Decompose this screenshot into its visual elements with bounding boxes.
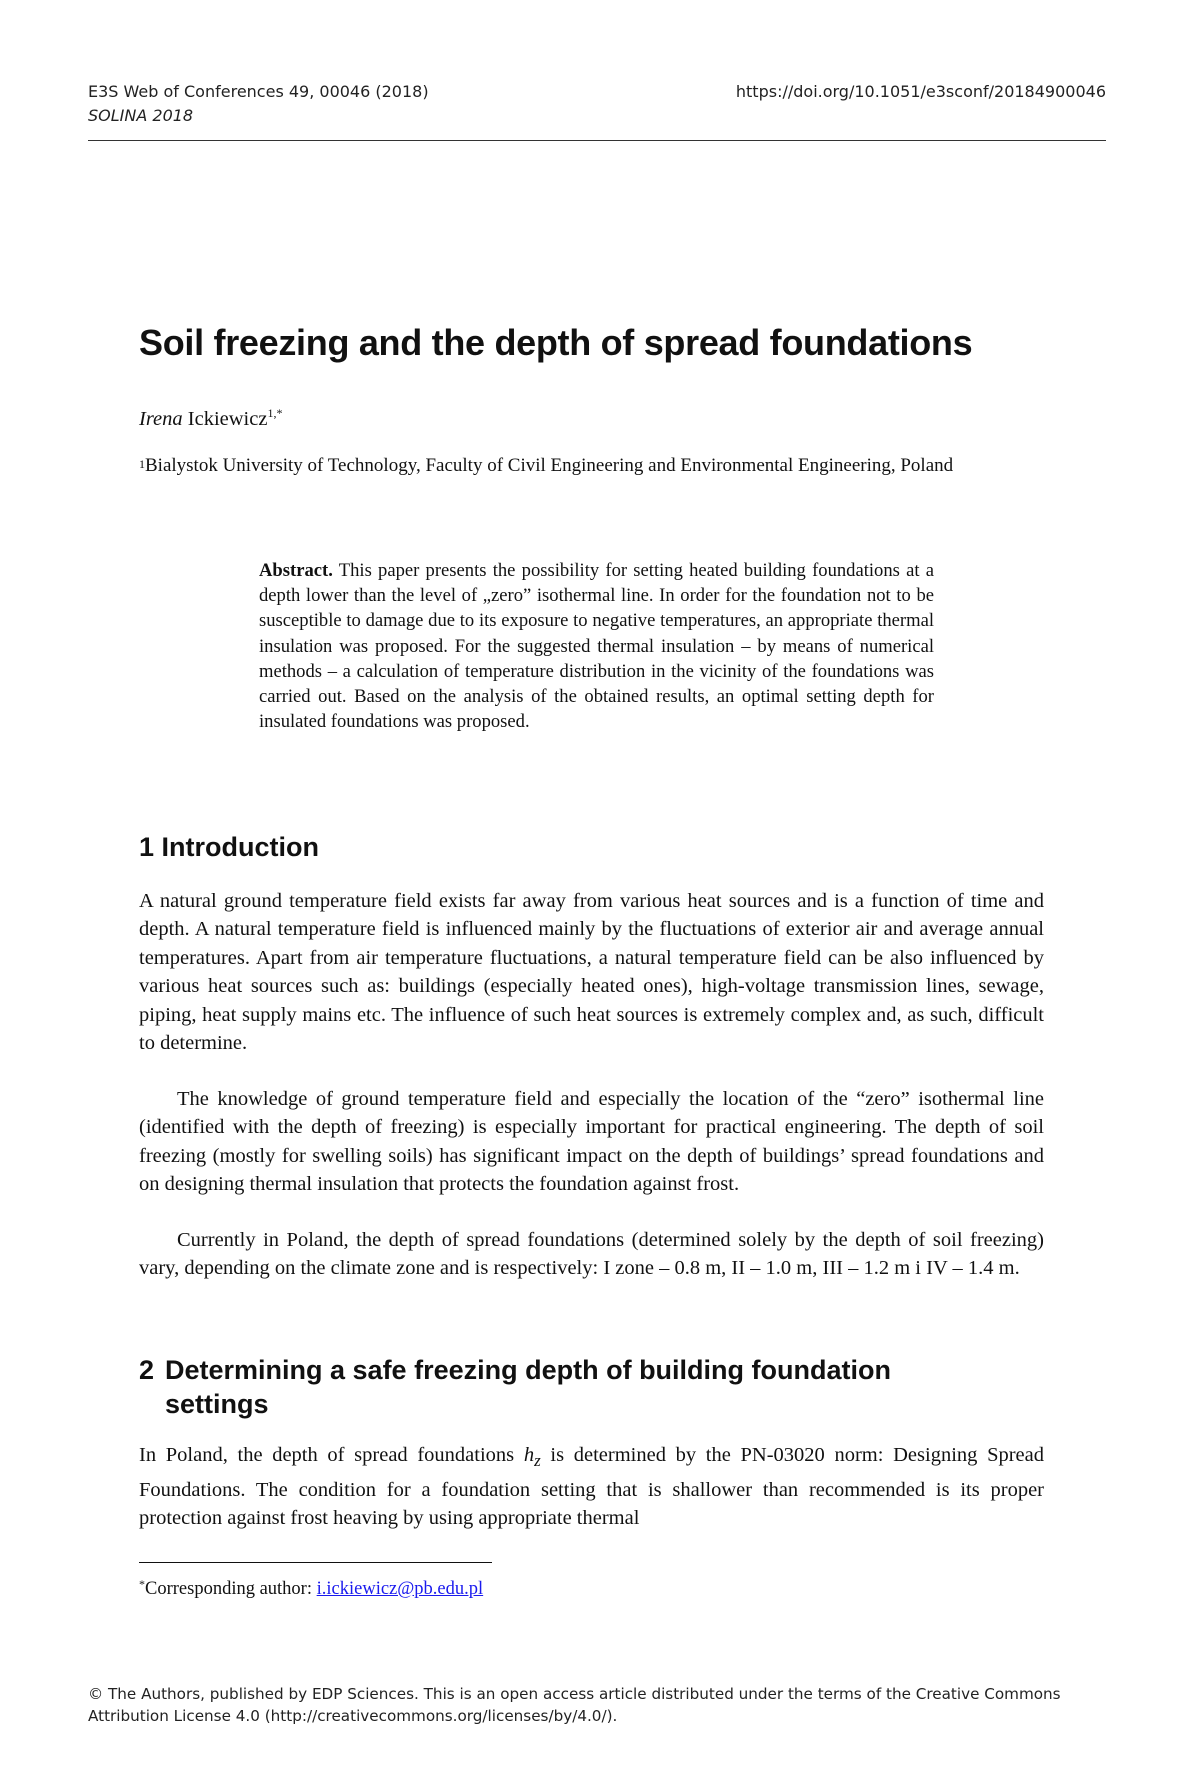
author-last-name: Ickiewicz <box>187 408 268 430</box>
paragraph-2: The knowledge of ground temperature field and especially the location of the “zero” isothermal line (identified with the depth of freezing) is especially important for practical engineering. The depth of soil freezing (mostly for swelling soils) has significant impact on the depth of buildings’ spread foundations and on designing thermal insulation that protects the foundation against frost. <box>139 1088 1044 1196</box>
footnote <box>139 1579 483 1600</box>
paragraph-3: Currently in Poland, the depth of spread foundations (determined solely by the depth of soil freezing) vary, depending on the climate zone and is respectively: I zone – 0.8 m, II – 1.0 m, III – 1.2 m i IV – 1.4 m. <box>139 1229 1044 1280</box>
abstract <box>259 558 934 734</box>
paragraph-4-end: is determined by the PN-03020 norm: Designing Spread Foundations. The condition for a foundation setting that is shallower than recommended is its proper protection against frost heaving by using appropriate thermal <box>139 1444 1044 1529</box>
author-line <box>139 408 282 431</box>
section-heading-freezing-depth <box>139 1353 1039 1421</box>
journal-citation: E3S Web of Conferences 49, 00046 (2018) <box>88 82 429 101</box>
footnote-mark: * <box>139 1577 145 1591</box>
paragraph-1: A natural ground temperature field exists far away from various heat sources and is a function of time and depth. A natural temperature field is influenced mainly by the fluctuations of exterior air and average annual temperatures. Apart from air temperature fluctuations, a natural temperature field can be also influenced by various heat sources such as: buildings (especially heated ones), high-voltage transmission lines, sewage, piping, heat supply mains etc. The influence of such heat sources is extremely complex and, as such, difficult to determine. <box>139 890 1044 1055</box>
author-first-name: Irena <box>139 408 183 430</box>
author-marks: 1,* <box>267 406 283 420</box>
paper-title: Soil freezing and the depth of spread foundations <box>139 322 973 363</box>
abstract-text: This paper presents the possibility for setting heated building foundations at a depth lower than the level of „zero” isothermal line. In order for the foundation not to be susceptible to damage due to its exposure to negative temperatures, an appropriate thermal insulation was proposed. For the suggested thermal insulation – by means of numerical methods – a calculation of temperature distribution in the vicinity of the foundations was carried out. Based on the analysis of the obtained results, an optimal setting depth for insulated foundations was proposed. <box>259 560 935 733</box>
section-heading-line2: settings <box>165 1389 269 1419</box>
conference-name: SOLINA 2018 <box>88 106 194 125</box>
abstract-label: Abstract. <box>259 560 333 581</box>
section-heading-line1: Determining a safe freezing depth of building foundation <box>165 1355 891 1385</box>
footnote-label: Corresponding author: <box>145 1579 317 1599</box>
footnote-divider <box>139 1562 492 1563</box>
header-divider <box>88 140 1106 141</box>
section-number: 2 <box>139 1355 155 1385</box>
affiliation <box>139 453 1039 479</box>
doi-link[interactable]: https://doi.org/10.1051/e3sconf/20184900046 <box>735 82 1106 101</box>
paragraph-4 <box>139 1441 1044 1532</box>
author-email-link[interactable]: i.ickiewicz@pb.edu.pl <box>316 1579 484 1599</box>
section-heading-introduction: 1 Introduction <box>139 832 319 862</box>
affiliation-mark: 1 <box>139 457 145 471</box>
license-notice: © The Authors, published by EDP Sciences. This is an open access article distributed under the terms of the Creative Commons Attribution License 4.0 (http://creativecommons.org/licenses/by/4.0/). <box>88 1685 1061 1725</box>
math-symbol: $h_z$ <box>523 1444 541 1471</box>
paragraph-4-start: In Poland, the depth of spread foundations <box>139 1444 524 1466</box>
affiliation-text: Bialystok University of Technology, Faculty of Civil Engineering and Environmental Engineering, Poland <box>145 455 954 476</box>
